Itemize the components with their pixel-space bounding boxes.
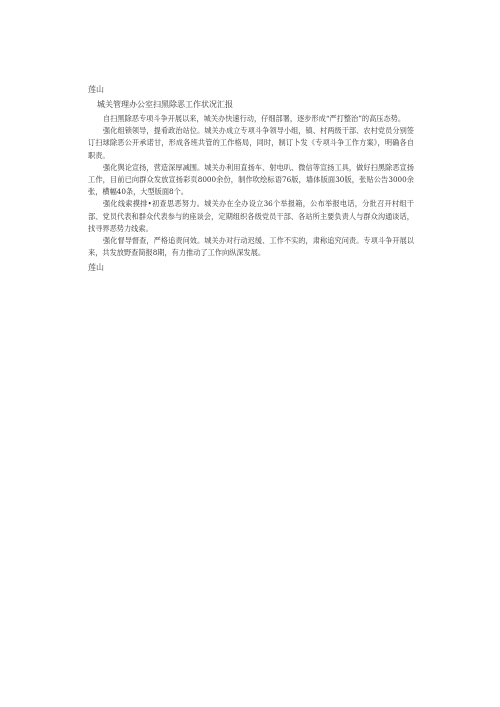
paragraph-publicity: 强化舆论宣扬，营造深厚减围。城关办利用直扬车、射电叭、微信等宣扬工具，做好扫黑除恶宣扬工作，目前已向群众发放宣扬彩页8000余份，制作吹绘标语76版，墙体版面30版，张贴公告3000余张，横幅40条，大型版面8个。 [88,162,414,197]
footer-watermark: 莲山 [88,263,104,273]
paragraph-leadership: 强化组锁领导，提肴政治站位。城关办成立专项斗争领导小组，镇、村两级干部、农村党员分别签订扫球除恶公开承诺甘，形成各班共管的工作格局，同时，制订卜发《专项斗争工作方案》，明确各自职责。 [88,126,414,160]
paragraph-clues: 强化线索摸排•初查思恶努力。城关办在全办设立36个举报箱，公布举报电话，分批召开村组干部、党员代表和群众代表参与的座谈会，定期组织各级党员干部、各站所主要负责人与群众沟通谈话，找寻界恶势力线索。 [88,199,414,233]
paragraph-supervision: 强化督导督查，严格追责问效。城关办对行动迟缓、工作不实的，肃称追究问责。专项斗争开展以来，共发放野查简报8期，有力推动了工作向纵深发展。 [88,236,414,258]
header-watermark: 莲山 [88,85,104,94]
document-page [88,84,414,274]
document-title: 城关管理办公室扫黑除恶工作状况汇报 [97,100,233,109]
paragraph-intro: 自扫黑除恶专项斗争开展以来，城关办快速行动，仔细部署，逐步形成“严打整治”的高压态势。 [103,114,406,123]
